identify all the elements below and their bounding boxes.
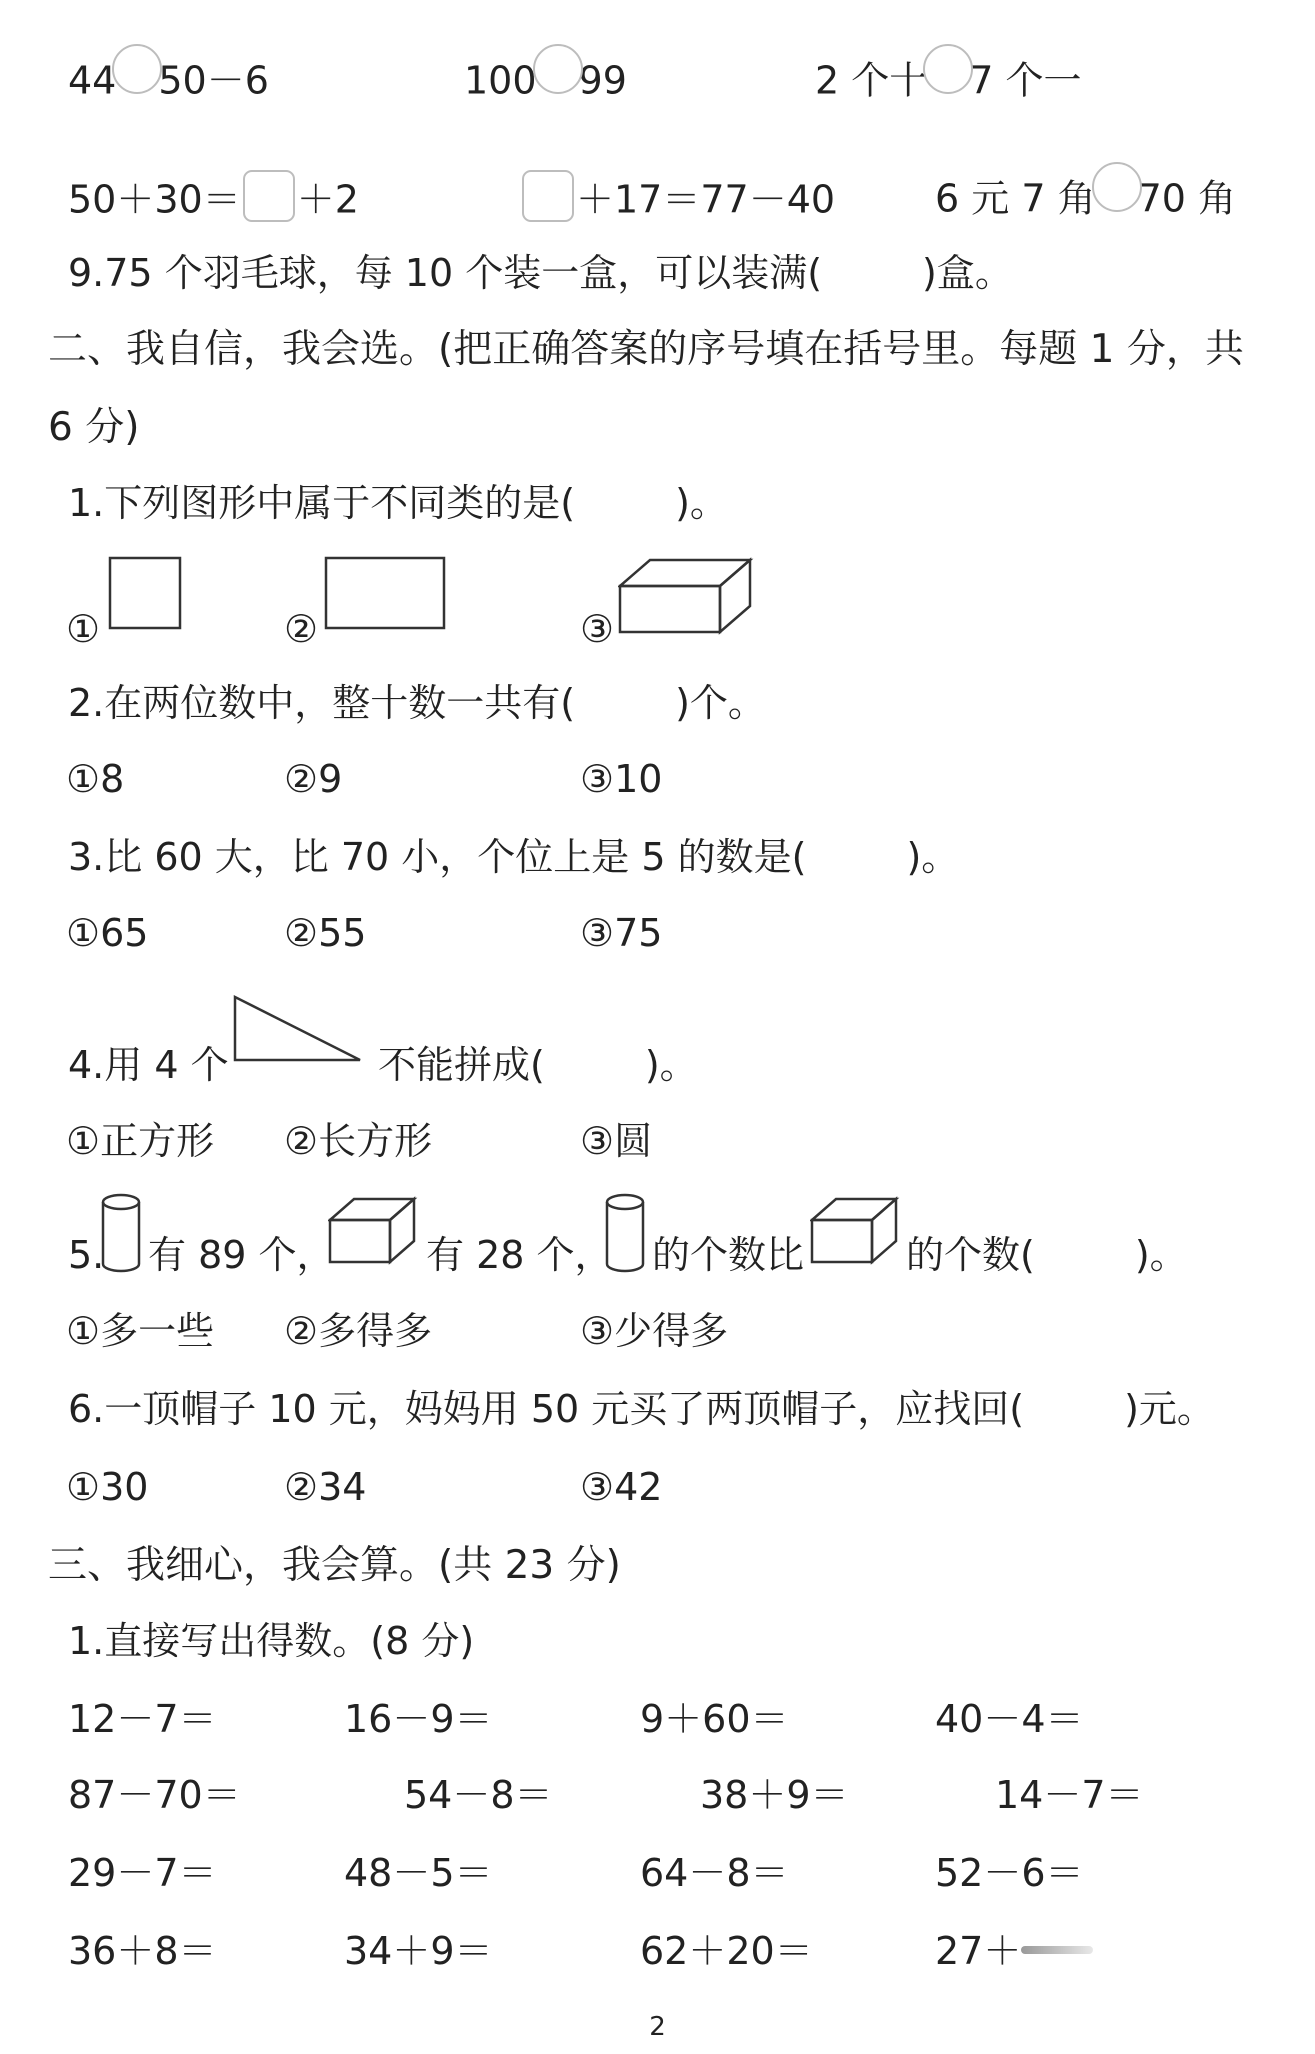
option-1-3[interactable]: ③ bbox=[580, 607, 615, 651]
q5-part-5 bbox=[906, 1233, 1188, 1277]
option-1-1[interactable]: ① bbox=[66, 607, 101, 651]
compare-item-2 bbox=[464, 58, 627, 108]
calc-item[interactable]: 52－6＝ bbox=[935, 1851, 1084, 1895]
option-3-3[interactable]: ③75 bbox=[580, 911, 663, 955]
calc-item[interactable]: 14－7＝ bbox=[995, 1773, 1144, 1817]
expression-left: 50＋30＝ bbox=[68, 177, 241, 222]
cylinder-shape bbox=[100, 1192, 142, 1276]
option-5-1[interactable]: ①多一些 bbox=[66, 1309, 215, 1353]
cuboid-shape bbox=[328, 1196, 418, 1266]
section-3-heading: 三、我细心，我会算。(共 23 分) bbox=[48, 1543, 621, 1588]
expression-right: ＋2 bbox=[296, 177, 359, 222]
question-text: 2.在两位数中，整十数一共有( bbox=[68, 681, 576, 725]
right-triangle-shape bbox=[232, 994, 366, 1066]
calc-item[interactable]: 40－4＝ bbox=[935, 1697, 1084, 1741]
option-3-1[interactable]: ①65 bbox=[66, 911, 149, 955]
choice-question-4 bbox=[68, 1043, 229, 1087]
question-text-end: )。 bbox=[644, 1043, 698, 1087]
option-4-1[interactable]: ①正方形 bbox=[66, 1119, 215, 1163]
compare-left: 44 bbox=[68, 58, 117, 103]
q5-part-4: 的个数比 bbox=[652, 1233, 805, 1277]
calc-item[interactable]: 34＋9＝ bbox=[344, 1929, 493, 1973]
choice-question-2 bbox=[68, 681, 766, 725]
compare-left: 100 bbox=[464, 58, 537, 103]
calc-item[interactable]: 38＋9＝ bbox=[700, 1773, 849, 1817]
calc-item[interactable]: 48－5＝ bbox=[344, 1851, 493, 1895]
question-text-end: )盒。 bbox=[922, 251, 1013, 295]
compare-circle-blank[interactable] bbox=[923, 44, 973, 94]
question-text: 4.用 4 个 bbox=[68, 1043, 229, 1087]
cuboid-shape bbox=[618, 556, 758, 636]
box-blank[interactable] bbox=[243, 170, 295, 222]
choice-question-6 bbox=[68, 1387, 1215, 1431]
cuboid-shape bbox=[810, 1196, 900, 1266]
fill-item-2 bbox=[520, 176, 835, 228]
compare-right: 70 角 bbox=[1137, 176, 1237, 221]
option-6-3[interactable]: ③42 bbox=[580, 1465, 663, 1509]
calc-item[interactable]: 29－7＝ bbox=[68, 1851, 217, 1895]
option-4-3[interactable]: ③圆 bbox=[580, 1119, 653, 1163]
cylinder-shape bbox=[604, 1192, 646, 1276]
compare-circle-blank[interactable] bbox=[112, 44, 162, 94]
q5-part-3: 有 28 个， bbox=[426, 1233, 613, 1277]
compare-item-4 bbox=[935, 176, 1236, 226]
question-text-end: )。 bbox=[675, 481, 728, 525]
option-2-1[interactable]: ①8 bbox=[66, 757, 125, 801]
question-text-end: )。 bbox=[906, 835, 960, 879]
choice-question-4-cont bbox=[378, 1043, 698, 1087]
compare-item-3 bbox=[815, 58, 1082, 108]
box-blank[interactable] bbox=[522, 170, 574, 222]
option-5-2[interactable]: ②多得多 bbox=[284, 1309, 433, 1353]
compare-right: 7 个一 bbox=[969, 58, 1082, 103]
compare-right: 50－6 bbox=[158, 58, 269, 103]
compare-left: 6 元 7 角 bbox=[935, 176, 1096, 221]
q5-part-1: 5. bbox=[68, 1233, 105, 1277]
section-2-heading: 二、我自信，我会选。(把正确答案的序号填在括号里。每题 1 分，共 bbox=[48, 327, 1244, 372]
option-2-3[interactable]: ③10 bbox=[580, 757, 663, 801]
calc-item[interactable]: 16－9＝ bbox=[344, 1697, 493, 1741]
option-2-2[interactable]: ②9 bbox=[284, 757, 343, 801]
calc-item[interactable]: 12－7＝ bbox=[68, 1697, 217, 1741]
calc-item-partial[interactable] bbox=[935, 1929, 1093, 1973]
subsection-1-heading: 1.直接写出得数。(8 分) bbox=[68, 1619, 475, 1663]
calc-item[interactable]: 62＋20＝ bbox=[640, 1929, 813, 1973]
compare-right: 99 bbox=[578, 58, 627, 103]
option-6-2[interactable]: ②34 bbox=[284, 1465, 367, 1509]
question-text: 6.一顶帽子 10 元，妈妈用 50 元买了两顶帽子，应找回( bbox=[68, 1387, 1025, 1431]
compare-circle-blank[interactable] bbox=[1092, 162, 1142, 212]
calc-item[interactable]: 36＋8＝ bbox=[68, 1929, 217, 1973]
option-4-2[interactable]: ②长方形 bbox=[284, 1119, 433, 1163]
calc-item[interactable]: 87－70＝ bbox=[68, 1773, 241, 1817]
q5-part-2: 有 89 个， bbox=[148, 1233, 335, 1277]
question-text: 1.下列图形中属于不同类的是( bbox=[68, 481, 576, 525]
fill-item-1 bbox=[68, 176, 359, 228]
page-number: 2 bbox=[649, 2012, 666, 2042]
question-text-end: )元。 bbox=[1124, 1387, 1215, 1431]
question-9 bbox=[68, 251, 1013, 295]
question-text-end: )。 bbox=[1134, 1233, 1188, 1277]
calc-text: 27＋ bbox=[935, 1929, 1022, 1973]
question-text: 不能拼成( bbox=[378, 1043, 545, 1087]
rectangle-shape bbox=[324, 556, 448, 632]
expression-right: ＋17＝77－40 bbox=[576, 177, 836, 222]
compare-circle-blank[interactable] bbox=[533, 44, 583, 94]
option-3-2[interactable]: ②55 bbox=[284, 911, 367, 955]
calc-item[interactable]: 64－8＝ bbox=[640, 1851, 789, 1895]
blur-smudge bbox=[1021, 1946, 1093, 1954]
option-5-3[interactable]: ③少得多 bbox=[580, 1309, 729, 1353]
choice-question-1 bbox=[68, 481, 728, 525]
choice-question-3 bbox=[68, 835, 960, 879]
square-shape bbox=[108, 556, 184, 632]
compare-left: 2 个十 bbox=[815, 58, 928, 103]
calc-item[interactable]: 9＋60＝ bbox=[640, 1697, 789, 1741]
question-text: 3.比 60 大，比 70 小，个位上是 5 的数是( bbox=[68, 835, 807, 879]
option-1-2[interactable]: ② bbox=[284, 607, 319, 651]
option-6-1[interactable]: ①30 bbox=[66, 1465, 149, 1509]
question-text-end: )个。 bbox=[675, 681, 766, 725]
section-2-heading-cont: 6 分) bbox=[48, 405, 140, 450]
compare-item-1 bbox=[68, 58, 269, 108]
question-text: 的个数( bbox=[906, 1233, 1035, 1277]
calc-item[interactable]: 54－8＝ bbox=[404, 1773, 553, 1817]
question-text: 9.75 个羽毛球，每 10 个装一盒，可以装满( bbox=[68, 251, 823, 295]
